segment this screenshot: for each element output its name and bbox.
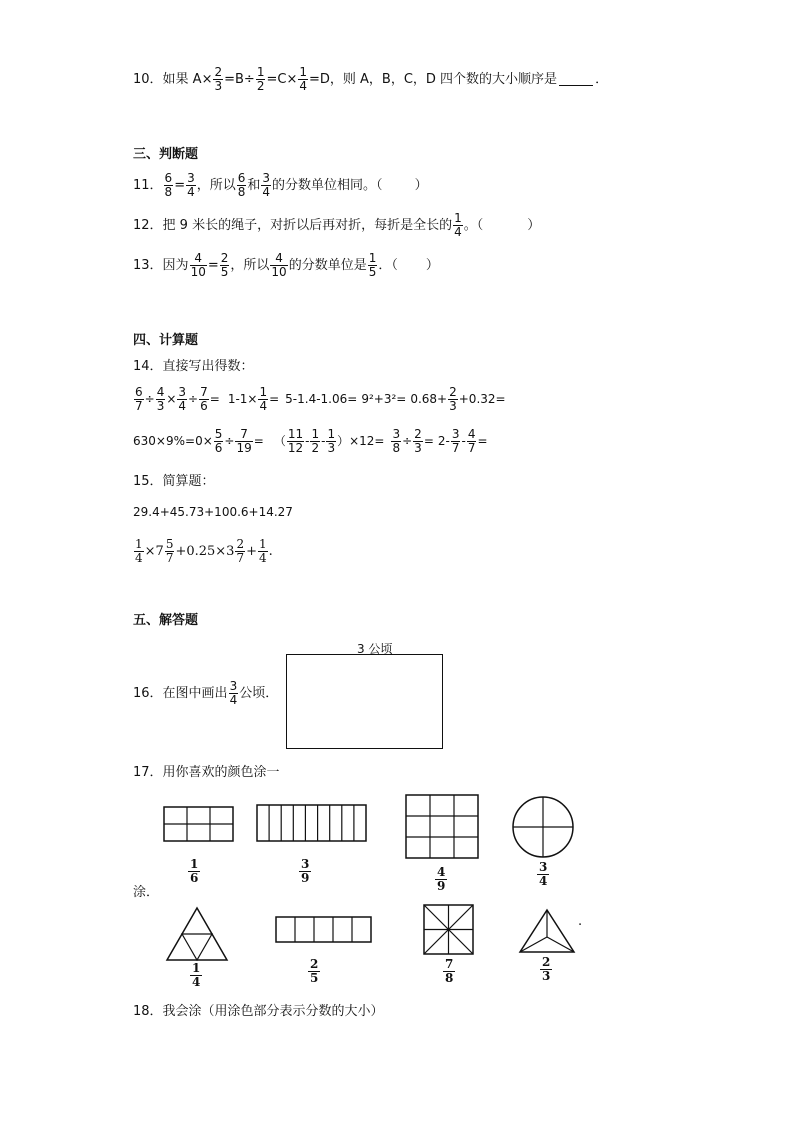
q15-expression-2: $\frac{1}{4}$ ×7 $\frac{5}{7}$ +0.25×3 $\frac{2}{7}$ + $\frac{1}{4}$ .: [135, 537, 273, 565]
fraction: $\frac{1}{5}$: [368, 251, 377, 279]
grid-9-parts-shape[interactable]: [405, 794, 481, 860]
fraction: $\frac{3}{8}$: [392, 427, 401, 455]
fraction-label: 4 9: [437, 865, 446, 893]
fraction: $\frac{2}{3}$: [214, 65, 223, 93]
fraction: $\frac{1}{3}$: [327, 427, 336, 455]
q15-expression-1: 29.4+45.73+100.6+14.27: [133, 505, 293, 519]
section-heading-judgement: 三、判断题: [133, 147, 199, 162]
question-16: 16． 在图中画出 $\frac{3}{4}$ 公顷．: [133, 679, 279, 707]
fraction: $\frac{3}{4}$: [187, 171, 195, 199]
fraction: $\frac{3}{4}$: [262, 171, 271, 199]
fraction: $\frac{6}{8}$: [164, 171, 173, 199]
fraction: $\frac{4}{10}$: [190, 251, 206, 279]
fraction: $\frac{1}{2}$: [311, 427, 320, 455]
trailing-dot: .: [578, 914, 583, 929]
fraction: $\frac{5}{7}$: [165, 537, 174, 565]
fraction-label: 3 9: [301, 857, 310, 885]
q14-row-2: 630×9%= 0× $\frac{5}{6}$ ÷ $\frac{7}{19}$ = （ $\frac{11}{12}$ - $\frac{1}{2}$ - $\frac{1}{3}$ ）×12= $\frac{3}{8}$ ÷ $\frac{2}{3}$ = 2- $\frac{3}{7}$ - $\frac{4}{7}$ =: [133, 427, 488, 455]
section-heading-calculation: 四、计算题: [133, 333, 199, 348]
q14-row-1: $\frac{6}{7}$ ÷ $\frac{4}{3}$ × $\frac{3}{4}$ ÷ $\frac{7}{6}$ = 1-1× $\frac{1}{4}$ = 5-1.4-1.06= 9²+3²= 0.68+ $\frac{2}{3}$ +0.32=: [135, 385, 506, 413]
circle-4-parts-shape[interactable]: [511, 795, 575, 859]
fraction-label: 1 6: [190, 857, 199, 885]
fraction: $\frac{2}{7}$: [236, 537, 245, 565]
answer-blank[interactable]: [559, 73, 593, 86]
rectangle-9-strips-shape[interactable]: [256, 804, 368, 844]
question-14-title: 14． 直接写出得数：: [133, 359, 254, 374]
fraction-label: 7 8: [445, 957, 454, 985]
fraction: $\frac{5}{6}$: [214, 427, 223, 455]
rectangle-5-parts-shape[interactable]: [275, 916, 373, 944]
fraction-label: 3 4: [539, 860, 548, 888]
fraction: $\frac{6}{7}$: [135, 385, 143, 413]
fraction: $\frac{2}{3}$: [414, 427, 422, 455]
question-17: 17． 用你喜欢的颜色涂一: [133, 765, 280, 780]
fraction-label: 1 4: [192, 961, 201, 989]
question-10: 10． 如果 A× $\frac{2}{3}$ =B÷ $\frac{1}{2}$ =C× $\frac{1}{4}$ =D，则 A，B，C，D 四个数的大小顺序是 ．: [133, 65, 609, 93]
fraction: $\frac{3}{4}$: [229, 679, 238, 707]
drawing-rectangle-3-hectares[interactable]: [286, 654, 443, 749]
fraction: $\frac{2}{5}$: [220, 251, 229, 279]
question-12: 12． 把 9 米长的绳子，对折以后再对折，每折是全长的 $\frac{1}{4}$ 。（ ）: [133, 211, 541, 239]
fraction: $\frac{1}{2}$: [256, 65, 265, 93]
fraction: $\frac{7}{6}$: [200, 385, 208, 413]
fraction: $\frac{1}{4}$: [454, 211, 462, 239]
triangle-4-parts-shape[interactable]: [165, 906, 229, 962]
question-13: 13． 因为 $\frac{4}{10}$ = $\frac{2}{5}$ ，所以 $\frac{4}{10}$ 的分数单位是 $\frac{1}{5}$ ．（ ）: [133, 251, 439, 279]
fraction: $\frac{7}{19}$: [236, 427, 252, 455]
question-15-title: 15． 简算题：: [133, 474, 215, 489]
rectangle-6-parts-shape[interactable]: [163, 806, 235, 844]
fraction-label: 2 3: [542, 955, 551, 983]
fraction: $\frac{1}{4}$: [259, 385, 268, 413]
fraction: $\frac{1}{4}$: [299, 65, 307, 93]
fraction: $\frac{2}{3}$: [449, 385, 457, 413]
question-number: 10．: [133, 71, 163, 87]
fraction: $\frac{4}{3}$: [156, 385, 165, 413]
question-17-continuation: 涂．: [133, 885, 160, 900]
square-8-parts-shape[interactable]: [423, 904, 475, 956]
fraction: $\frac{3}{4}$: [178, 385, 187, 413]
triangle-3-parts-shape[interactable]: [518, 908, 576, 954]
fraction: $\frac{4}{10}$: [271, 251, 287, 279]
fraction: $\frac{3}{7}$: [451, 427, 460, 455]
fraction: $\frac{1}{4}$: [135, 537, 143, 565]
question-18: 18． 我会涂（用涂色部分表示分数的大小）: [133, 1004, 384, 1019]
fraction: $\frac{6}{8}$: [237, 171, 246, 199]
question-11: 11． $\frac{6}{8}$ = $\frac{3}{4}$ ，所以 $\frac{6}{8}$ 和 $\frac{3}{4}$ 的分数单位相同。（ ）: [133, 171, 428, 199]
fraction: $\frac{1}{4}$: [259, 537, 267, 565]
rect-label: 3 公顷: [357, 642, 393, 656]
fraction: $\frac{4}{7}$: [467, 427, 476, 455]
fraction-label: 2 5: [310, 957, 319, 985]
section-heading-solve: 五、解答题: [133, 613, 199, 628]
fraction: $\frac{11}{12}$: [287, 427, 304, 455]
